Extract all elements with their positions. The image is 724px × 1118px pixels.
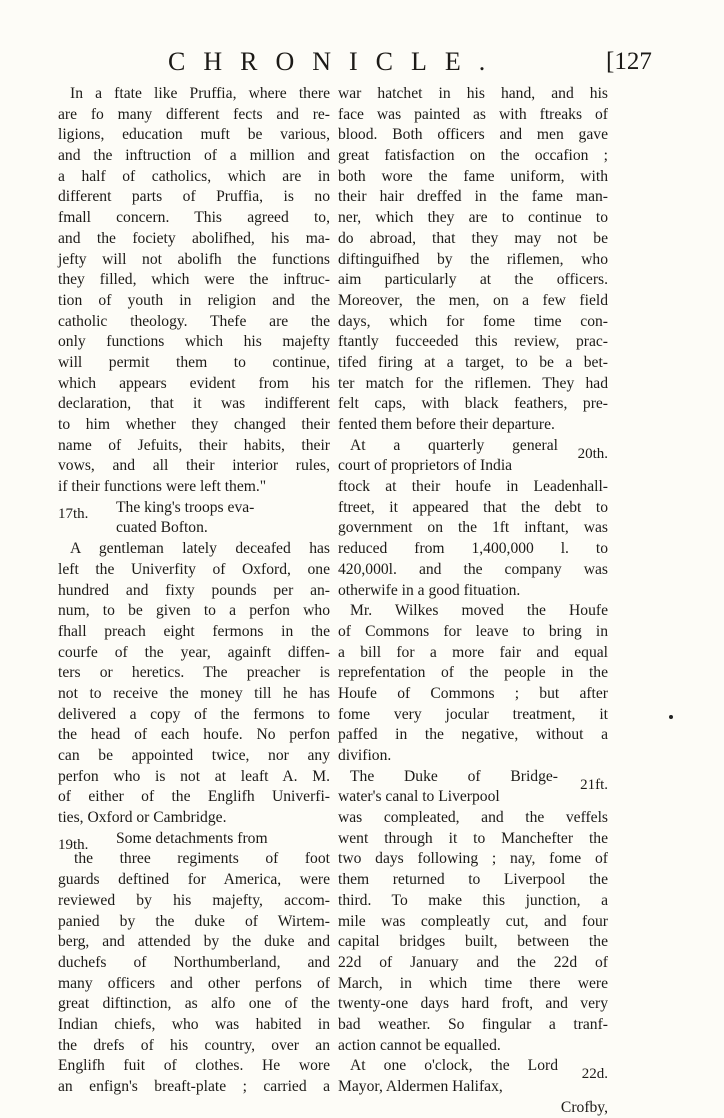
text-line: Mr. Wilkes moved the Houfe: [350, 602, 608, 620]
entry-line: At one o'clock, the Lord: [350, 1057, 558, 1075]
text-line: of Commons for leave to bring in: [338, 622, 608, 640]
text-line: many officers and other perfons of: [58, 974, 330, 992]
text-line: ner, which they are to continue to: [338, 209, 608, 227]
text-line: do abroad, that they may not be: [338, 229, 608, 247]
text-line: panied by the duke of Wirtem-: [58, 912, 330, 930]
text-line: A gentleman lately deceafed has: [70, 540, 330, 558]
text-line: their hair dreffed in the fame man-: [338, 188, 608, 206]
date-20th: 20th.: [577, 445, 608, 462]
text-line: to him whether they changed their: [58, 416, 330, 433]
text-line: jefty will not abolifh the functions: [58, 250, 330, 268]
entry-line: cuated Bofton.: [116, 519, 208, 537]
text-line: which appears evident from his: [58, 374, 330, 392]
text-line: guards deftined for America, were: [58, 871, 330, 889]
text-line: courfe of the year, againft diffen-: [58, 643, 330, 661]
text-line: can be appointed twice, nor any: [58, 747, 330, 764]
entry-line: water's canal to Liverpool: [338, 788, 500, 806]
date-entry-19: [58, 829, 330, 853]
text-line: a bill for a more fair and equal: [338, 643, 608, 661]
entry-line: The king's troops eva-: [116, 498, 255, 516]
date-entry-17: [58, 498, 330, 522]
text-line: and the fociety abolifhed, his ma-: [58, 229, 330, 247]
text-line: 420,000l. and the company was: [338, 560, 608, 578]
text-line: ters or heretics. The preacher is: [58, 664, 330, 682]
text-line: if their functions were left them.": [58, 478, 267, 496]
text-line: of either of the Englifh Univerfi-: [58, 788, 330, 806]
text-line: felt caps, with black feathers, pre-: [338, 395, 608, 413]
date-17th: 17th.: [58, 505, 89, 522]
page-number: [127: [606, 48, 652, 75]
entry-line: At a quarterly general: [350, 436, 558, 454]
text-line: two days following ; nay, fome of: [338, 850, 608, 868]
text-line: them returned to Liverpool the: [338, 871, 608, 889]
text-line: ter match for the riflemen. They had: [338, 374, 608, 392]
text-line: was compleated, and the veffels: [338, 809, 608, 827]
right-column: [338, 84, 608, 1118]
text-line: ties, Oxford or Cambridge.: [58, 809, 227, 827]
text-line: great diftinction, as alfo one of the: [58, 995, 330, 1013]
text-line: mile was compleatly cut, and four: [338, 912, 608, 930]
date-21st: 21ft.: [580, 776, 608, 793]
date-entry-21: [338, 767, 608, 793]
text-line: In a ftate like Pruffia, where there: [70, 85, 330, 102]
text-line: great fatisfaction on the occafion ;: [338, 147, 608, 165]
text-line: both wore the fame uniform, with: [338, 167, 608, 185]
text-line: the head of each houfe. No perfon: [58, 726, 330, 744]
catchword: Crofby,: [560, 1098, 608, 1116]
text-line: vows, and all their interior rules,: [58, 457, 330, 475]
text-line: perfon who is not at leaft A. M.: [58, 767, 330, 785]
entry-line: Some detachments from: [116, 829, 268, 847]
entry-line: the three regiments of foot: [74, 850, 330, 868]
text-line: reduced from 1,400,000 l. to: [338, 540, 608, 558]
text-line: the drefs of his country, over an: [58, 1036, 330, 1054]
entry-line: The Duke of Bridge-: [350, 767, 558, 785]
text-line: Moreover, the men, on a few field: [338, 291, 608, 309]
text-line: an enfign's breaft-plate ; carried a: [58, 1078, 330, 1095]
text-line: ftantly fucceeded this review, prac-: [338, 333, 608, 351]
text-line: duchefs of Northumberland, and: [58, 953, 330, 971]
date-entry-22: [338, 1056, 608, 1083]
text-line: only functions which his majefty: [58, 333, 330, 351]
text-line: reviewed by his majefty, accom-: [58, 891, 330, 909]
text-line: declaration, that it was indifferent: [58, 395, 330, 413]
text-line: tion of youth in religion and the: [58, 291, 330, 309]
text-line: face was painted as with ftreaks of: [338, 105, 608, 123]
text-line: otherwife in a good fituation.: [338, 581, 521, 599]
text-line: Indian chiefs, who was habited in: [58, 1015, 330, 1033]
text-line: twenty-one days hard froft, and very: [338, 995, 608, 1013]
text-line: left the Univerfity of Oxford, one: [58, 560, 330, 578]
text-line: paffed in the negative, without a: [338, 726, 608, 744]
text-line: ftreet, it appeared that the debt to: [338, 498, 608, 516]
entry-line: court of proprietors of India: [338, 457, 513, 475]
text-line: days, which for fome time con-: [338, 312, 608, 330]
text-line: Englifh fuit of clothes. He wore: [58, 1057, 330, 1075]
text-line: catholic theology. Thefe are the: [58, 312, 330, 330]
text-line: name of Jefuits, their habits, their: [58, 436, 330, 454]
text-line: fented them before their departure.: [338, 416, 555, 433]
text-line: num, to be given to a perfon who: [58, 602, 330, 620]
left-column: [58, 84, 330, 1098]
date-entry-20: [338, 436, 608, 462]
text-line: ligions, education muft be various,: [58, 126, 330, 144]
text-line: are fo many different fects and re-: [58, 105, 330, 123]
text-line: berg, and attended by the duke and: [58, 933, 330, 951]
text-line: delivered a copy of the fermons to: [58, 705, 330, 723]
text-line: went through it to Manchefter the: [338, 829, 608, 847]
text-line: not to receive the money till he has: [58, 684, 330, 702]
text-line: third. To make this junction, a: [338, 891, 608, 909]
text-line: a half of catholics, which are in: [58, 167, 330, 185]
text-line: tifed firing at a target, to be a bet-: [338, 353, 608, 371]
date-19th: 19th.: [58, 836, 89, 853]
text-line: blood. Both officers and men gave: [338, 126, 608, 144]
text-line: diftinguifhed by the riflemen, who: [338, 250, 608, 268]
text-line: capital bridges built, between the: [338, 933, 608, 951]
text-line: divifion.: [338, 747, 392, 764]
text-line: will permit them to continue,: [58, 353, 330, 371]
entry-line: Mayor, Aldermen Halifax,: [338, 1078, 503, 1095]
running-header: [0, 44, 724, 84]
text-line: fhall preach eight fermons in the: [58, 622, 330, 640]
text-line: March, in which time there were: [338, 974, 608, 992]
text-line: fome very jocular treatment, it: [338, 705, 608, 723]
text-line: reprefentation of the people in the: [338, 664, 608, 682]
text-line: bad weather. So fingular a tranf-: [338, 1015, 608, 1033]
text-line: hundred and fixty pounds per an-: [58, 581, 330, 599]
text-line: government on the 1ft inftant, was: [338, 519, 608, 537]
page-title: CHRONICLE.: [168, 47, 504, 76]
margin-ink-dot: [669, 715, 673, 719]
text-line: they filled, which were the inftruc-: [58, 271, 330, 289]
text-line: different parts of Pruffia, is no: [58, 188, 330, 206]
text-line: fmall concern. This agreed to,: [58, 209, 330, 227]
text-line: action cannot be equalled.: [338, 1036, 501, 1054]
text-line: ftock at their houfe in Leadenhall-: [338, 478, 608, 496]
text-line: war hatchet in his hand, and his: [338, 85, 608, 102]
text-line: aim particularly at the officers.: [338, 271, 608, 289]
text-line: Houfe of Commons ; but after: [338, 684, 608, 702]
text-line: and the inftruction of a million and: [58, 147, 330, 165]
text-line: 22d of January and the 22d of: [338, 953, 608, 971]
date-22d: 22d.: [581, 1066, 608, 1083]
